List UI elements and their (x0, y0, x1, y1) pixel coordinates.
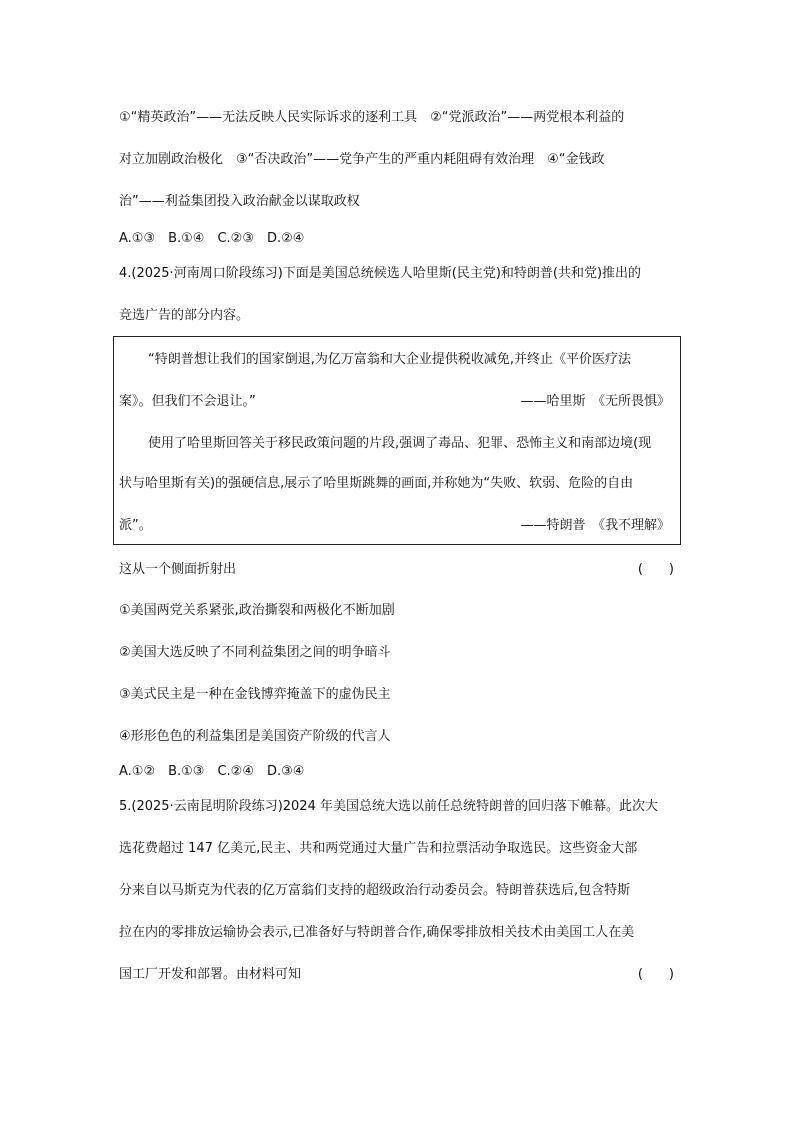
q5-stem-line: 选花费超过 147 亿美元,民主、共和两党通过大量广告和拉票活动争取选民。这些资金大部 (119, 841, 638, 856)
answer-bracket: ( ) (637, 967, 674, 982)
q4-statement: ③美式民主是一种在金钱博弈掩盖下的虚伪民主 (119, 687, 391, 702)
q4-statement: ④形形色色的利益集团是美国资产阶级的代言人 (119, 729, 391, 744)
q4-statement: ②美国大选反映了不同利益集团之间的明争暗斗 (119, 645, 391, 660)
box-para2-line: 派”。 (119, 518, 152, 533)
box-source-trump: ——特朗普 《我不理解》 (520, 518, 670, 533)
box-source-harris: ——哈里斯 《无所畏惧》 (520, 394, 670, 409)
box-para2-line: 状与哈里斯有关)的强硬信息,展示了哈里斯跳舞的画面,并称她为“失败、软弱、危险的自由 (119, 476, 634, 491)
box-para2-line: 使用了哈里斯回答关于移民政策问题的片段,强调了毒品、犯罪、恐怖主义和南部边境(现 (148, 436, 652, 451)
q4-stem-line: 4.(2025·河南周口阶段练习)下面是美国总统候选人哈里斯(民主党)和特朗普(共和党)推出的 (119, 266, 642, 281)
box-para1-line: “特朗普想让我们的国家倒退,为亿万富翁和大企业提供税收减免,并终止《平价医疗法 (148, 352, 632, 367)
q5-stem-line: 分来自以马斯克为代表的亿万富翁们支持的超级政治行动委员会。特朗普获选后,包含特斯 (119, 883, 631, 898)
q4-answer-choices: A.①② B.①③ C.②④ D.③④ (119, 764, 305, 779)
q3-answer-choices: A.①③ B.①④ C.②③ D.②④ (119, 231, 305, 246)
q4-statement: ①美国两党关系紧张,政治撕裂和两极化不断加剧 (119, 603, 395, 618)
answer-bracket: ( ) (637, 562, 674, 577)
q4-stem-line: 竞选广告的部分内容。 (119, 308, 250, 323)
q5-stem-line: 国工厂开发和部署。由材料可知 (119, 967, 302, 982)
q5-stem-line: 拉在内的零排放运输协会表示,已准备好与特朗普合作,确保零排放相关技术由美国工人在美 (119, 925, 635, 940)
q4-lead: 这从一个侧面折射出 (119, 562, 237, 577)
q3-option-line: 对立加剧政治极化 ③“否决政治”——党争产生的严重内耗阻碍有效治理 ④“金钱政 (119, 152, 605, 167)
q3-option-line: ①“精英政治”——无法反映人民实际诉求的逐利工具 ②“党派政治”——两党根本利益的 (119, 110, 625, 125)
q3-option-line: 治”——利益集团投入政治献金以谋取政权 (119, 194, 360, 209)
box-para1-line: 案》。但我们不会退让。” (119, 394, 256, 409)
q5-stem-line: 5.(2025·云南昆明阶段练习)2024 年美国总统大选以前任总统特朗普的回归落下帷幕。此次大 (119, 799, 658, 814)
